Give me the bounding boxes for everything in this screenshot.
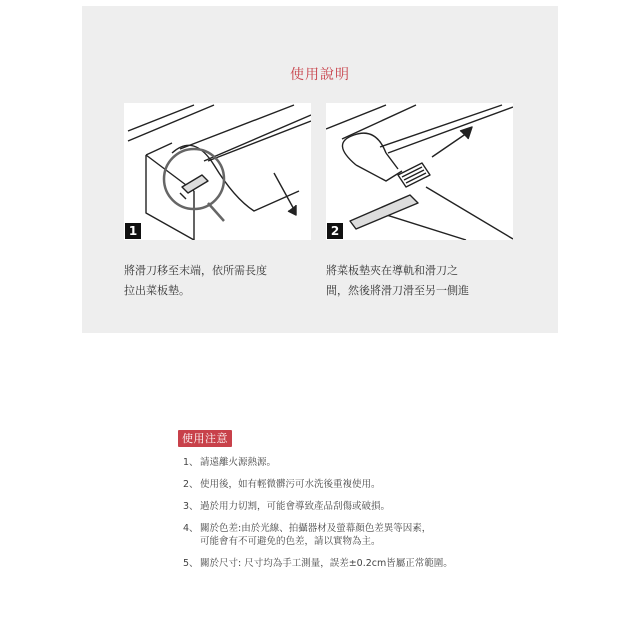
instructions-panel	[82, 6, 558, 333]
step-2-drawing	[326, 103, 513, 240]
step-1-number: 1	[125, 223, 141, 239]
step-1-line-1: 將滑刀移至末端，依所需長度	[124, 264, 267, 277]
notice-item-2	[183, 478, 513, 491]
notice-item-text: 請遠離火源熱源。	[200, 457, 277, 468]
notice-item-number: 5、	[183, 558, 199, 569]
notice-item-text: 過於用力切割，可能會導致產品刮傷或破損。	[200, 501, 391, 512]
notice-item-text: 關於色差:由於光線、拍攝器材及螢幕顏色差異等因素，	[200, 523, 432, 534]
notice-item-4	[183, 522, 513, 548]
step-2-illustration	[326, 103, 513, 240]
notice-item-text: 關於尺寸: 尺寸均為手工測量，誤差±0.2cm皆屬正常範圍。	[200, 558, 453, 569]
notice-item-number: 1、	[183, 457, 199, 468]
step-2-line-2: 間，然後將滑刀滑至另一側進	[326, 284, 469, 297]
notice-list	[183, 456, 513, 579]
step-1-text	[124, 261, 304, 301]
step-2-text	[326, 261, 506, 301]
step-1-line-2: 拉出菜板墊。	[124, 284, 190, 297]
notice-item-3	[183, 500, 513, 513]
step-2-line-1: 將菜板墊夾在導軌和滑刀之	[326, 264, 458, 277]
step-1-illustration	[124, 103, 311, 240]
notice-item-number: 4、	[183, 523, 199, 534]
notice-item-1	[183, 456, 513, 469]
notice-item-5	[183, 557, 513, 570]
notice-item-number: 3、	[183, 501, 199, 512]
notice-badge: 使用注意	[178, 430, 232, 447]
notice-item-text-continued: 可能會有不可避免的色差，請以實物為主。	[200, 536, 381, 547]
step-2-number: 2	[327, 223, 343, 239]
notice-item-number: 2、	[183, 479, 199, 490]
step-1-drawing	[124, 103, 311, 240]
instructions-title: 使用說明	[290, 67, 350, 83]
notice-item-text: 使用後，如有輕微髒污可水洗後重複使用。	[200, 479, 381, 490]
